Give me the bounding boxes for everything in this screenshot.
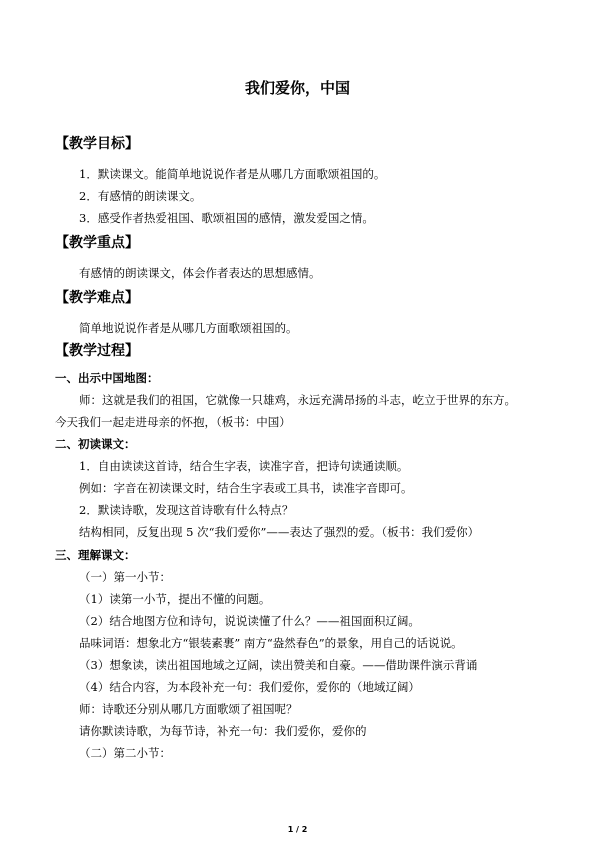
goal-item: 2．有感情的朗读课文。 bbox=[79, 189, 202, 203]
process-line: 今天我们一起走进母亲的怀抱，（板书：中国） bbox=[55, 415, 291, 429]
page-number: 1 / 2 bbox=[287, 825, 308, 834]
process-part-heading: 二、初读课文： bbox=[55, 437, 136, 451]
goal-item: 1．默读课文。能简单地说说作者是从哪几方面歌颂祖国的。 bbox=[79, 167, 386, 181]
focus-text: 有感情的朗读课文，体会作者表达的思想感情。 bbox=[79, 266, 321, 280]
process-line: 结构相同，反复出现 5 次“我们爱你”——表达了强烈的爱。（板书：我们爱你） bbox=[79, 525, 480, 539]
section-heading-focus: 【教学重点】 bbox=[55, 235, 139, 251]
process-line: 1．自由读读这首诗，结合生字表，读准字音，把诗句读通读顺。 bbox=[79, 459, 409, 473]
process-line: 请你默读诗歌，为每节诗，补充一句：我们爱你，爱你的 bbox=[79, 724, 367, 738]
section-heading-difficulty: 【教学难点】 bbox=[55, 290, 139, 306]
process-line: （4）结合内容，为本段补充一句：我们爱你，爱你的（地域辽阔） bbox=[79, 680, 420, 694]
process-line: 师：这就是我们的祖国，它就像一只雄鸡，永远充满昂扬的斗志，屹立于世界的东方。 bbox=[79, 393, 516, 407]
section-heading-process: 【教学过程】 bbox=[55, 343, 139, 359]
process-part-heading: 三、理解课文： bbox=[55, 548, 136, 562]
process-line: （2）结合地图方位和诗句，说说读懂了什么？——祖国面积辽阔。 bbox=[79, 614, 420, 628]
process-line: 2．默读诗歌，发现这首诗歌有什么特点？ bbox=[79, 503, 294, 517]
process-line: 品味词语：想象北方“银装素裹” 南方“盎然春色”的景象，用自己的话说说。 bbox=[79, 636, 463, 650]
process-line: 例如：字音在初读课文时，结合生字表或工具书，读准字音即可。 bbox=[79, 481, 413, 495]
page-title: 我们爱你，中国 bbox=[244, 79, 350, 97]
process-line: （3）想象读，读出祖国地域之辽阔，读出赞美和自豪。——借助课件演示背诵 bbox=[79, 658, 478, 672]
process-part-heading: 一、出示中国地图： bbox=[55, 371, 159, 385]
process-line: （二）第二小节： bbox=[79, 746, 171, 760]
section-heading-goals: 【教学目标】 bbox=[55, 136, 139, 152]
difficulty-text: 简单地说说作者是从哪几方面歌颂祖国的。 bbox=[79, 321, 298, 335]
process-line: （一）第一小节： bbox=[79, 570, 171, 584]
process-line: 师：诗歌还分别从哪几方面歌颂了祖国呢？ bbox=[79, 702, 298, 716]
process-line: （1）读第一小节，提出不懂的问题。 bbox=[79, 592, 271, 606]
goal-item: 3．感受作者热爱祖国、歌颂祖国的感情，激发爱国之情。 bbox=[79, 211, 374, 225]
